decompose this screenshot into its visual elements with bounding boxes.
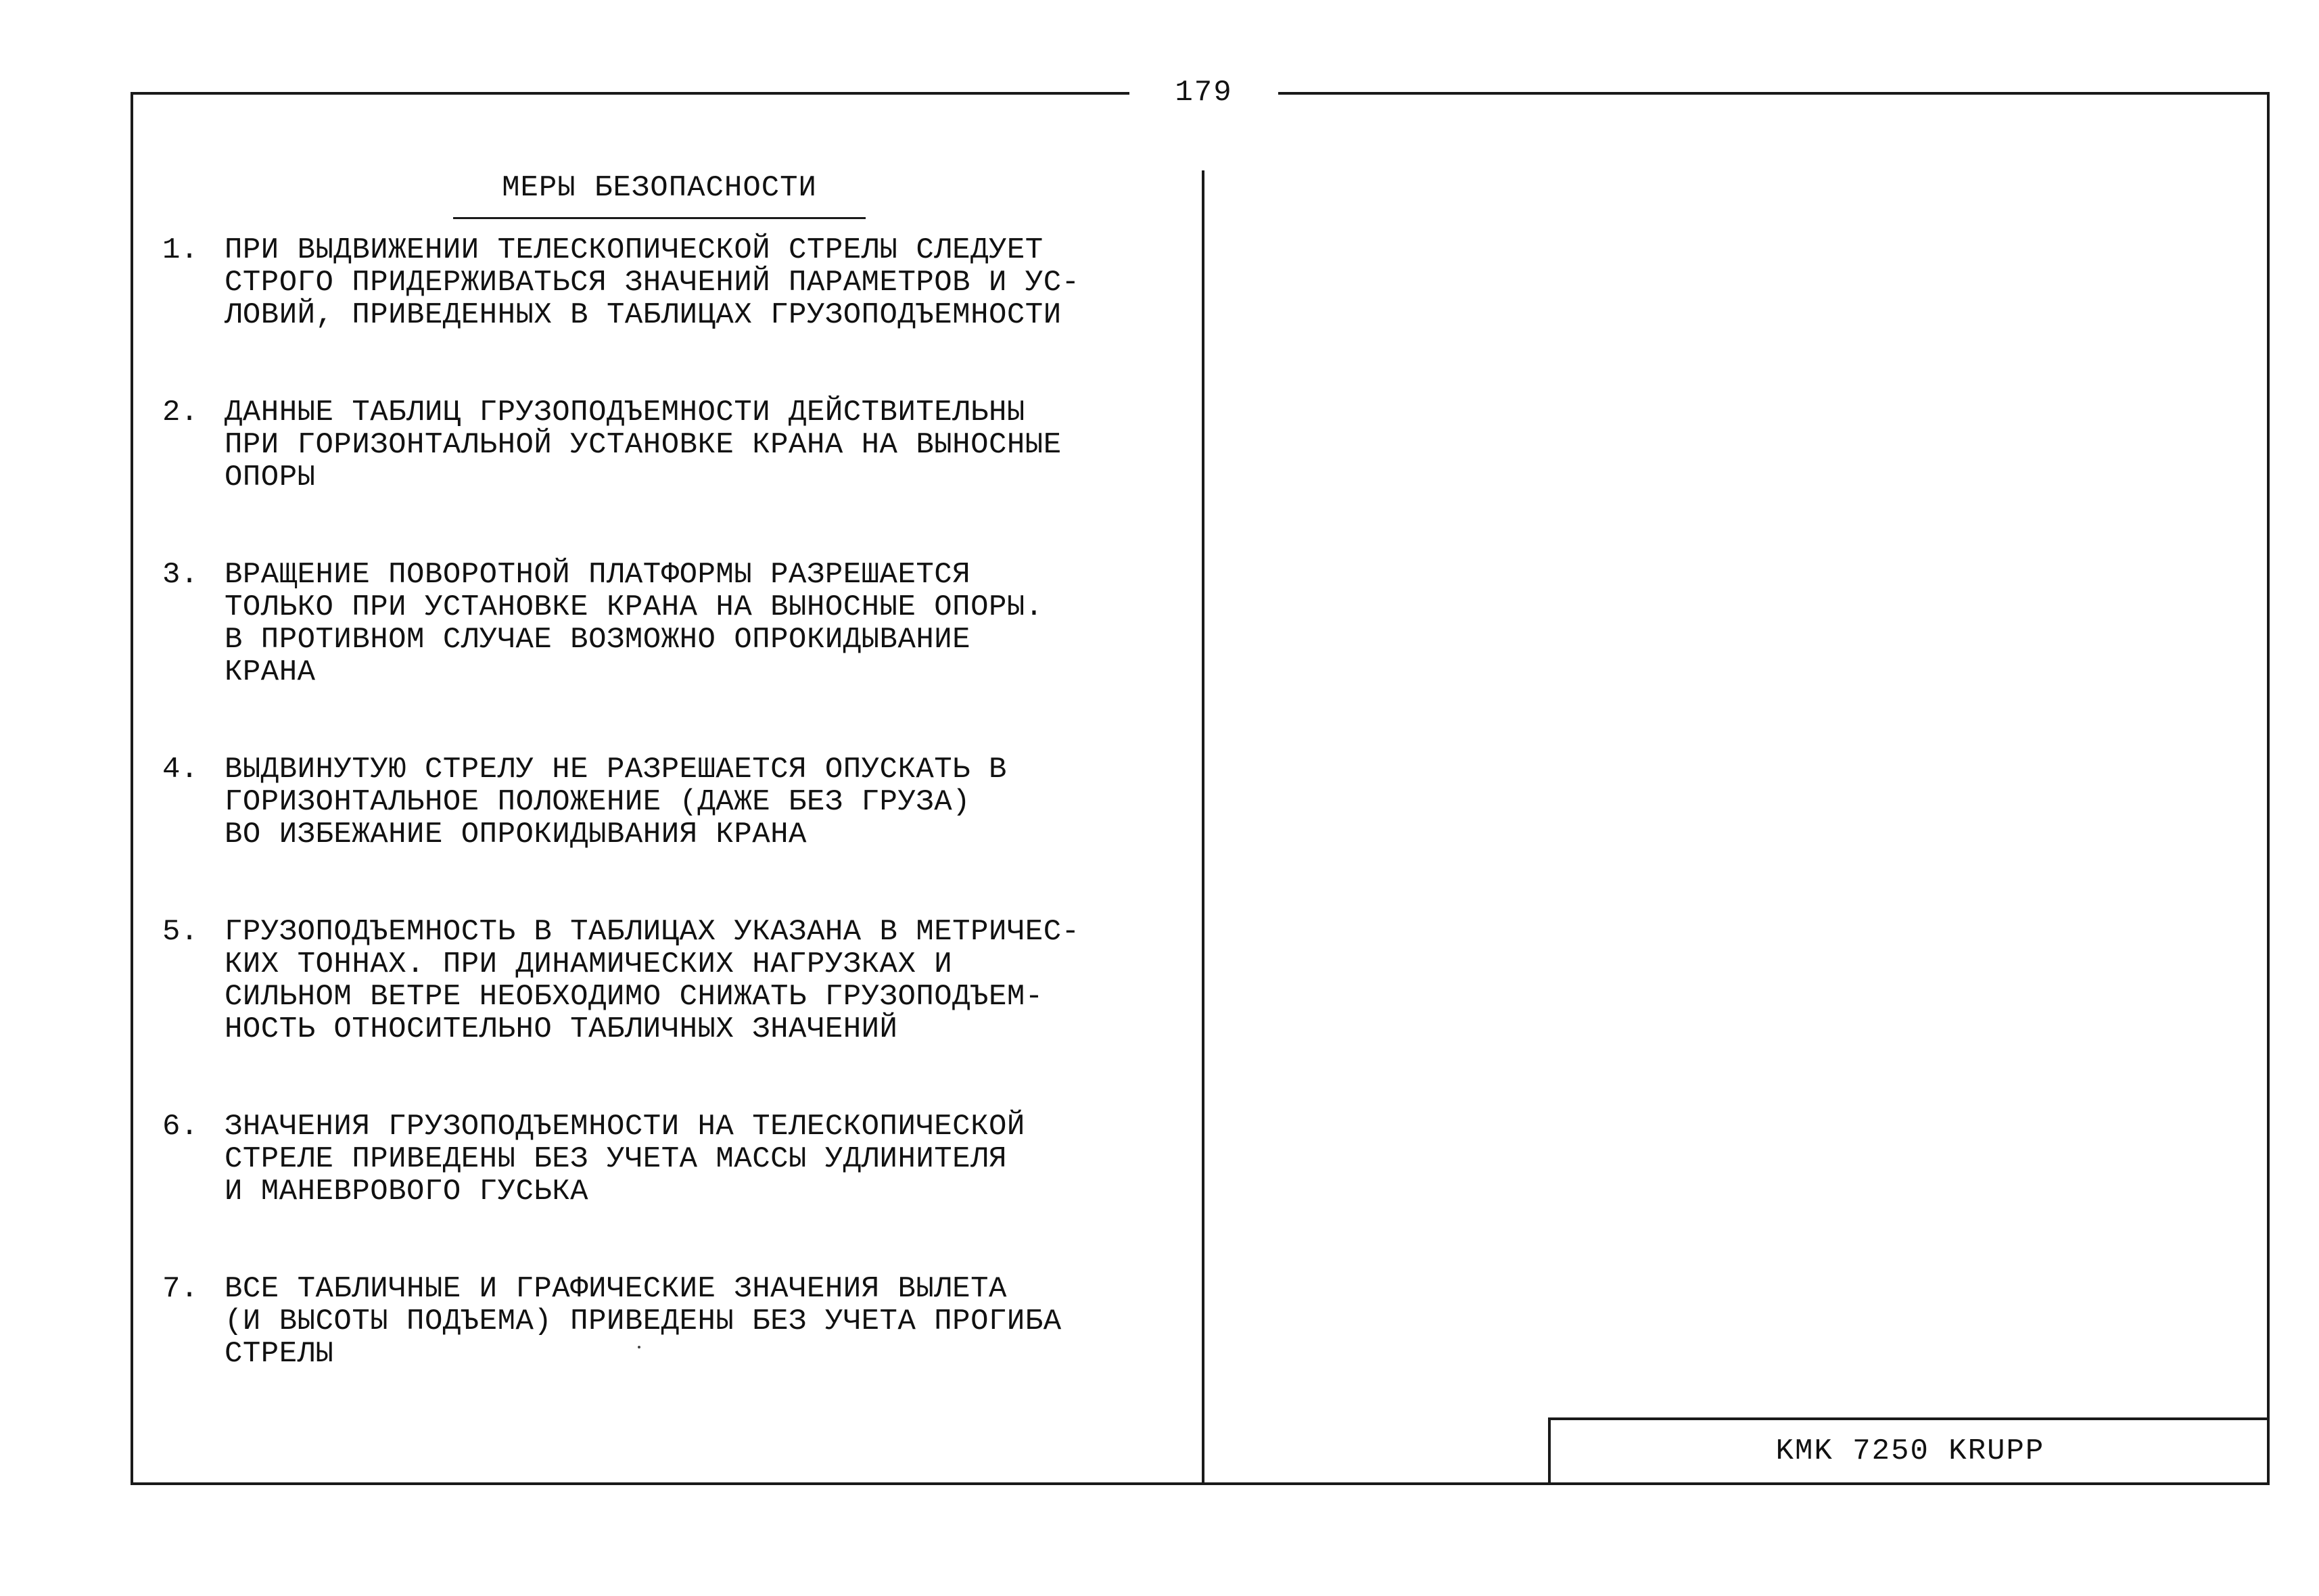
item-line: СТРОГО ПРИДЕРЖИВАТЬСЯ ЗНАЧЕНИЙ ПАРАМЕТРОВ И УС- bbox=[225, 266, 1080, 300]
item-number: 4. bbox=[162, 753, 199, 787]
item-line: ПРИ ВЫДВИЖЕНИИ ТЕЛЕСКОПИЧЕСКОЙ СТРЕЛЫ СЛЕДУЕТ bbox=[225, 233, 1044, 267]
item-line: ВЫДВИНУТУЮ СТРЕЛУ НЕ РАЗРЕШАЕТСЯ ОПУСКАТЬ В bbox=[225, 753, 1007, 787]
item-line: НОСТЬ ОТНОСИТЕЛЬНО ТАБЛИЧНЫХ ЗНАЧЕНИЙ bbox=[225, 1012, 898, 1046]
item-number: 7. bbox=[162, 1272, 199, 1306]
item-number: 1. bbox=[162, 233, 199, 267]
list-item bbox=[162, 559, 1190, 688]
scan-speck bbox=[638, 1346, 640, 1348]
item-number: 6. bbox=[162, 1110, 199, 1144]
list-item bbox=[162, 1110, 1190, 1208]
section-heading: МЕРЫ БЕЗОПАСНОСТИ bbox=[502, 171, 817, 205]
item-line: ВСЕ ТАБЛИЧНЫЕ И ГРАФИЧЕСКИЕ ЗНАЧЕНИЯ ВЫЛЕТА bbox=[225, 1272, 1007, 1306]
item-line: ДАННЫЕ ТАБЛИЦ ГРУЗОПОДЪЕМНОСТИ ДЕЙСТВИТЕЛЬНЫ bbox=[225, 396, 1025, 429]
item-line: И МАНЕВРОВОГО ГУСЬКА bbox=[225, 1175, 589, 1208]
item-line: СИЛЬНОМ ВЕТРЕ НЕОБХОДИМО СНИЖАТЬ ГРУЗОПОДЪЕМ- bbox=[225, 980, 1044, 1014]
item-line: КРАНА bbox=[225, 655, 316, 689]
item-line: ВРАЩЕНИЕ ПОВОРОТНОЙ ПЛАТФОРМЫ РАЗРЕШАЕТСЯ bbox=[225, 558, 971, 592]
list-item bbox=[162, 753, 1190, 851]
item-line: В ПРОТИВНОМ СЛУЧАЕ ВОЗМОЖНО ОПРОКИДЫВАНИЕ bbox=[225, 623, 971, 657]
item-line: ТОЛЬКО ПРИ УСТАНОВКЕ КРАНА НА ВЫНОСНЫЕ ОПОРЫ. bbox=[225, 590, 1044, 624]
list-item bbox=[162, 234, 1190, 331]
item-line: ГРУЗОПОДЪЕМНОСТЬ В ТАБЛИЦАХ УКАЗАНА В МЕТРИЧЕС- bbox=[225, 915, 1080, 949]
item-line: КИХ ТОННАХ. ПРИ ДИНАМИЧЕСКИХ НАГРУЗКАХ И bbox=[225, 947, 953, 981]
safety-rules-list bbox=[162, 234, 1190, 1435]
item-line: СТРЕЛЕ ПРИВЕДЕНЫ БЕЗ УЧЕТА МАССЫ УДЛИНИТЕЛЯ bbox=[225, 1142, 1007, 1176]
list-item bbox=[162, 396, 1190, 494]
item-line: ГОРИЗОНТАЛЬНОЕ ПОЛОЖЕНИЕ (ДАЖЕ БЕЗ ГРУЗА) bbox=[225, 785, 971, 819]
list-item bbox=[162, 916, 1190, 1046]
column-divider bbox=[1202, 170, 1204, 1485]
item-line: ЛОВИЙ, ПРИВЕДЕННЫХ В ТАБЛИЦАХ ГРУЗОПОДЪЕМНОСТИ bbox=[225, 298, 1062, 332]
item-line: ОПОРЫ bbox=[225, 461, 316, 494]
list-item bbox=[162, 1273, 1190, 1370]
item-number: 3. bbox=[162, 558, 199, 592]
item-line: ПРИ ГОРИЗОНТАЛЬНОЙ УСТАНОВКЕ КРАНА НА ВЫНОСНЫЕ bbox=[225, 428, 1062, 462]
item-number: 5. bbox=[162, 915, 199, 949]
page-number: 179 bbox=[1129, 70, 1278, 115]
item-line: СТРЕЛЫ bbox=[225, 1337, 334, 1371]
item-line: ЗНАЧЕНИЯ ГРУЗОПОДЪЕМНОСТИ НА ТЕЛЕСКОПИЧЕСКОЙ bbox=[225, 1110, 1025, 1144]
item-line: (И ВЫСОТЫ ПОДЪЕМА) ПРИВЕДЕНЫ БЕЗ УЧЕТА ПРОГИБА bbox=[225, 1305, 1062, 1338]
item-line: ВО ИЗБЕЖАНИЕ ОПРОКИДЫВАНИЯ КРАНА bbox=[225, 818, 807, 851]
item-number: 2. bbox=[162, 396, 199, 429]
heading-underline bbox=[453, 217, 866, 219]
title-block: KMK 7250 KRUPP bbox=[1548, 1417, 2270, 1485]
